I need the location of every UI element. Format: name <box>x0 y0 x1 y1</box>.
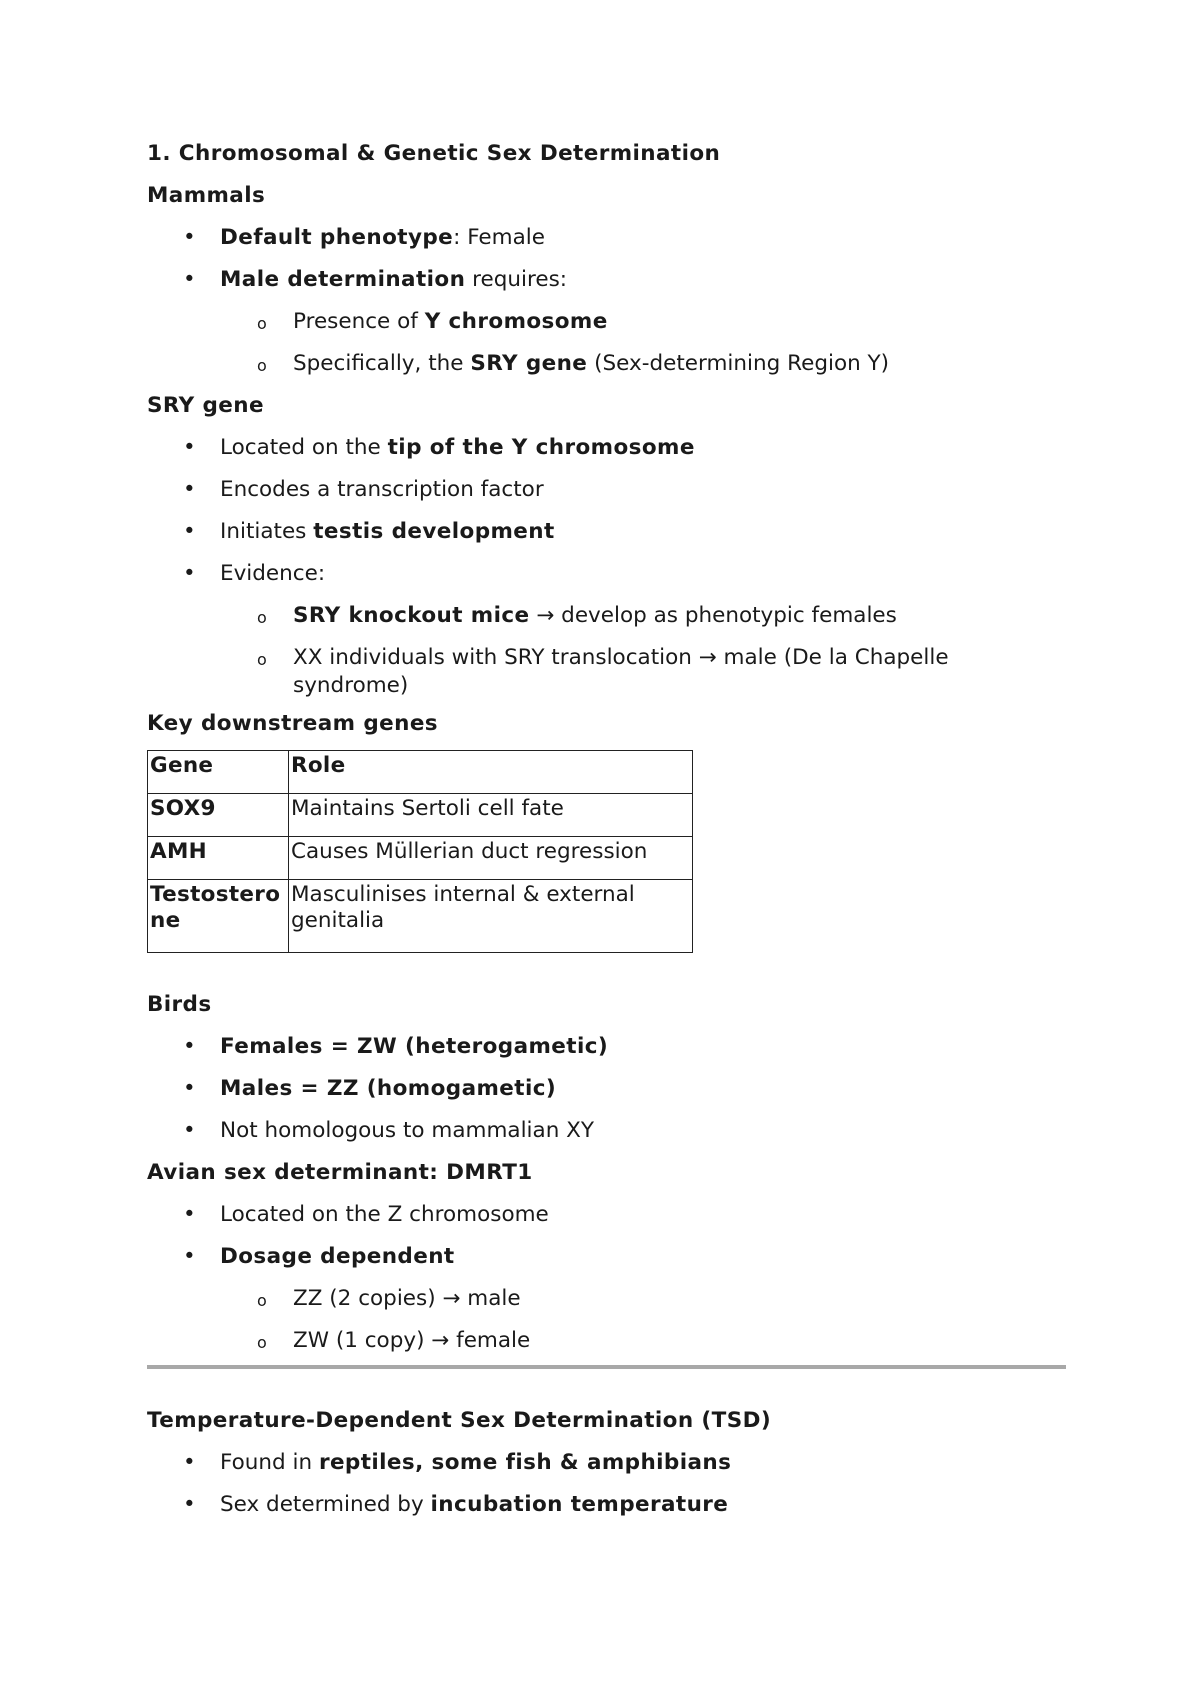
list-item: o Presence of Y chromosome <box>147 308 1067 336</box>
table-row <box>148 837 693 880</box>
list-item: • Females = ZW (heterogametic) <box>147 1033 1067 1061</box>
section-title: 1. Chromosomal & Genetic Sex Determination <box>147 141 721 166</box>
list-item: o ZW (1 copy) → female <box>147 1327 1067 1355</box>
heading-downstream-genes: Key downstream genes <box>147 711 439 736</box>
list-item: • Default phenotype: Female <box>147 224 1067 252</box>
list-item: • Located on the tip of the Y chromosome <box>147 434 1067 462</box>
table-cell: Testosterone <box>148 880 289 953</box>
heading-avian-determinant: Avian sex determinant: DMRT1 <box>147 1160 533 1185</box>
list-item: • Male determination requires: <box>147 266 1067 294</box>
table-cell: Causes Müllerian duct regression <box>289 837 693 880</box>
table-cell: Maintains Sertoli cell fate <box>289 794 693 837</box>
heading-tsd: Temperature-Dependent Sex Determination (TSD) <box>147 1408 772 1433</box>
heading-sry-gene: SRY gene <box>147 393 264 418</box>
table-header-cell: Role <box>289 751 693 794</box>
table-cell: SOX9 <box>148 794 289 837</box>
list-item: • Encodes a transcription factor <box>147 476 1067 504</box>
list-tsd <box>147 1449 1067 1519</box>
heading-mammals: Mammals <box>147 183 266 208</box>
list-item: • Located on the Z chromosome <box>147 1201 1067 1229</box>
table-row <box>148 880 693 953</box>
list-item: • Not homologous to mammalian XY <box>147 1117 1067 1145</box>
list-item: o SRY knockout mice → develop as phenotypic females <box>147 602 1067 630</box>
list-item: • Males = ZZ (homogametic) <box>147 1075 1067 1103</box>
horizontal-rule <box>147 1365 1066 1369</box>
list-item: o Specifically, the SRY gene (Sex-determining Region Y) <box>147 350 1067 378</box>
list-item: o ZZ (2 copies) → male <box>147 1285 1067 1313</box>
list-item: • Found in reptiles, some fish & amphibians <box>147 1449 1067 1477</box>
table-row <box>148 794 693 837</box>
table-header-row <box>148 751 693 794</box>
list-avian <box>147 1201 1067 1355</box>
heading-birds: Birds <box>147 992 212 1017</box>
table-cell: Masculinises internal & external genitalia <box>289 880 693 953</box>
document-page <box>147 140 1067 1533</box>
list-item: • Dosage dependent <box>147 1243 1067 1271</box>
list-mammals <box>147 224 1067 378</box>
list-item: • Sex determined by incubation temperature <box>147 1491 1067 1519</box>
list-birds <box>147 1033 1067 1145</box>
list-sry <box>147 434 1067 700</box>
list-item: • Evidence: <box>147 560 1067 588</box>
table-header-cell: Gene <box>148 751 289 794</box>
table-cell: AMH <box>148 837 289 880</box>
genes-table <box>147 750 693 953</box>
list-item: o XX individuals with SRY translocation → male (De la Chapelle syndrome) <box>147 644 1067 700</box>
list-item: • Initiates testis development <box>147 518 1067 546</box>
